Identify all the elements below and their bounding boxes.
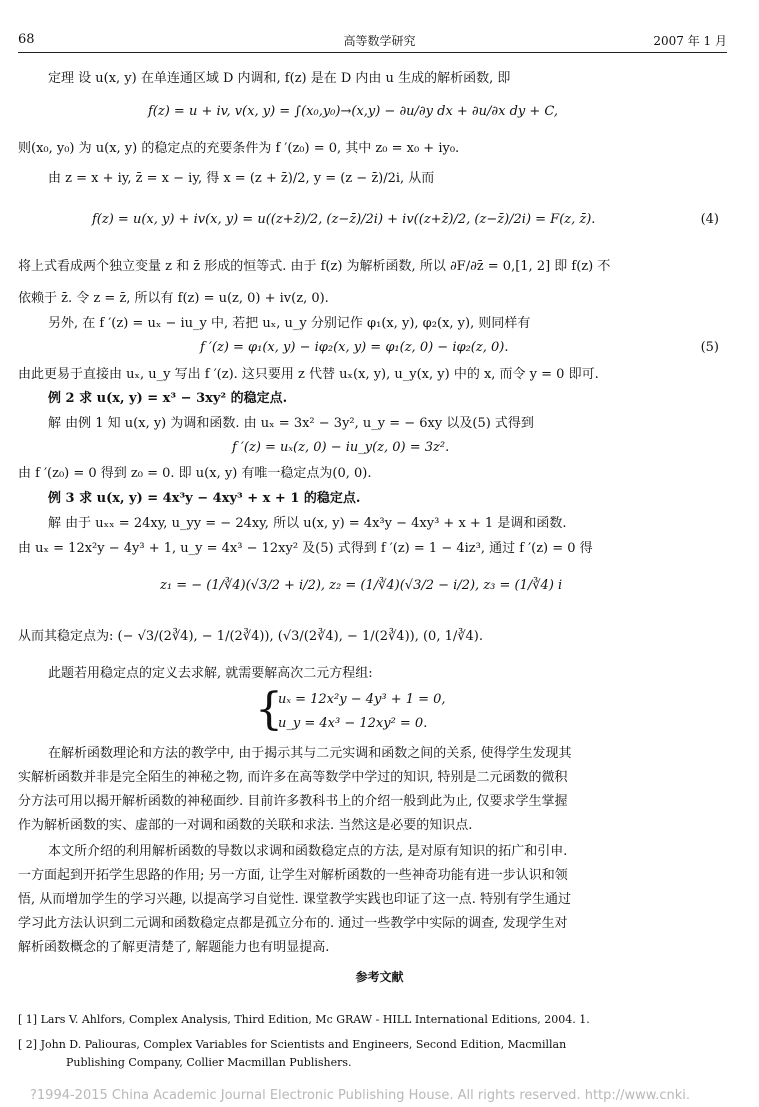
journal-title: 高等数学研究 <box>343 34 416 48</box>
example-3-title: 例 3 求 u(x, y) = 4x³y − 4xy³ + x + 1 的稳定点. <box>48 491 361 506</box>
text-line: 则(x₀, y₀) 为 u(x, y) 的稳定点的充要条件为 f ′(z₀) = 0, 其中 z₀ = x₀ + iy₀. <box>18 141 460 156</box>
equation-4: f(z) = u(x, y) + iv(x, y) = u((z+z̄)/2, (z−z̄)/2i) + iv((z+z̄)/2, (z−z̄)/2i) = F(z, z̄). <box>92 212 596 227</box>
page-number: 68 <box>18 32 35 47</box>
equation-5: f ′(z) = φ₁(x, y) − iφ₂(x, y) = φ₁(z, 0) − iφ₂(z, 0). <box>200 340 509 355</box>
text-line: 解 由于 uₓₓ = 24xy, u_yy = − 24xy, 所以 u(x, y) = 4x³y − 4xy³ + x + 1 是调和函数. <box>48 516 567 531</box>
reference-item: [ 1] Lars V. Ahlfors, Complex Analysis, Third Edition, Mc GRAW - HILL International Editions, 2004. 1. <box>18 1013 590 1026</box>
equation-number: (5) <box>700 340 719 355</box>
example-2-title: 例 2 求 u(x, y) = x³ − 3xy² 的稳定点. <box>48 391 288 406</box>
equation-roots: z₁ = − (1/∛4)(√3/2 + i/2), z₂ = (1/∛4)(√3/2 − i/2), z₃ = (1/∛4) i <box>160 578 563 593</box>
paragraph-line: 本文所介绍的利用解析函数的导数以求调和函数稳定点的方法, 是对原有知识的拓广和引申. <box>48 844 568 859</box>
references-title: 参考文献 <box>355 970 404 984</box>
paragraph-line: 在解析函数理论和方法的教学中, 由于揭示其与二元实调和函数之间的关系, 使得学生发现其 <box>48 746 572 761</box>
text-line: 解 由例 1 知 u(x, y) 为调和函数. 由 uₓ = 3x² − 3y², u_y = − 6xy 以及(5) 式得到 <box>48 416 534 431</box>
text-line: 由 f ′(z₀) = 0 得到 z₀ = 0. 即 u(x, y) 有唯一稳定点为(0, 0). <box>18 466 372 481</box>
paragraph-line: 悟, 从而增加学生的学习兴趣, 以提高学习自觉性. 课堂教学实践也印证了这一点. 特别有学生通过 <box>18 892 572 907</box>
system-equation-1: uₓ = 12x²y − 4y³ + 1 = 0, <box>278 692 446 707</box>
text-line: 由 uₓ = 12x²y − 4y³ + 1, u_y = 4x³ − 12xy² 及(5) 式得到 f ′(z) = 1 − 4iz³, 通过 f ′(z) = 0 得 <box>18 541 593 556</box>
equation-fv: f(z) = u + iv, v(x, y) = ∫(x₀,y₀)→(x,y) − ∂u/∂y dx + ∂u/∂x dy + C, <box>148 104 559 119</box>
text-line: 由此更易于直接由 uₓ, u_y 写出 f ′(z). 这只要用 z 代替 uₓ(x, y), u_y(x, y) 中的 x, 而令 y = 0 即可. <box>18 367 599 382</box>
equation-fprime: f ′(z) = uₓ(z, 0) − iu_y(z, 0) = 3z². <box>232 440 450 455</box>
paragraph-line: 解析函数概念的了解更清楚了, 解题能力也有明显提高. <box>18 940 330 955</box>
paragraph-line: 一方面起到开拓学生思路的作用; 另一方面, 让学生对解析函数的一些神奇功能有进一步认识和领 <box>18 868 568 883</box>
paragraph-line: 分方法可用以揭开解析函数的神秘面纱. 目前许多教科书上的介绍一般到此为止, 仅要求学生掌握 <box>18 794 568 809</box>
header-rule <box>18 52 727 53</box>
paragraph-line: 作为解析函数的实、虚部的一对调和函数的关联和求法. 当然这是必要的知识点. <box>18 818 473 833</box>
theorem-line: 定理 设 u(x, y) 在单连通区域 D 内调和, f(z) 是在 D 内由 u 生成的解析函数, 即 <box>48 71 511 86</box>
paragraph-line: 实解析函数并非是完全陌生的神秘之物, 而许多在高等数学中学过的知识, 特别是二元函数的微积 <box>18 770 568 785</box>
system-brace: { <box>255 684 283 735</box>
text-line: 另外, 在 f ′(z) = uₓ − iu_y 中, 若把 uₓ, u_y 分别记作 φ₁(x, y), φ₂(x, y), 则同样有 <box>48 316 531 331</box>
text-line: 将上式看成两个独立变量 z 和 z̄ 形成的恒等式. 由于 f(z) 为解析函数, 所以 ∂F/∂z̄ = 0,[1, 2] 即 f(z) 不 <box>18 259 611 274</box>
copyright-footer: ?1994-2015 China Academic Journal Electronic Publishing House. All rights reserved. http://www.cnki. <box>30 1088 691 1103</box>
text-line: 由 z = x + iy, z̄ = x − iy, 得 x = (z + z̄)/2, y = (z − z̄)/2i, 从而 <box>48 171 435 186</box>
reference-item-continued: Publishing Company, Collier Macmillan Publishers. <box>66 1056 352 1069</box>
text-line: 依赖于 z̄. 令 z = z̄, 所以有 f(z) = u(z, 0) + iv(z, 0). <box>18 291 329 306</box>
text-line: 此题若用稳定点的定义去求解, 就需要解高次二元方程组: <box>48 666 373 681</box>
text-line: 从而其稳定点为: (− √3/(2∛4), − 1/(2∛4)), (√3/(2∛4), − 1/(2∛4)), (0, 1/∛4). <box>18 629 483 644</box>
reference-item: [ 2] John D. Paliouras, Complex Variables for Scientists and Engineers, Second Edition, Macmillan <box>18 1038 567 1051</box>
equation-number: (4) <box>700 212 719 227</box>
page-header <box>0 0 759 50</box>
issue-date: 2007 年 1 月 <box>653 34 727 48</box>
system-equation-2: u_y = 4x³ − 12xy² = 0. <box>278 716 428 731</box>
paragraph-line: 学习此方法认识到二元调和函数稳定点都是孤立分布的. 通过一些教学中实际的调查, 发现学生对 <box>18 916 568 931</box>
